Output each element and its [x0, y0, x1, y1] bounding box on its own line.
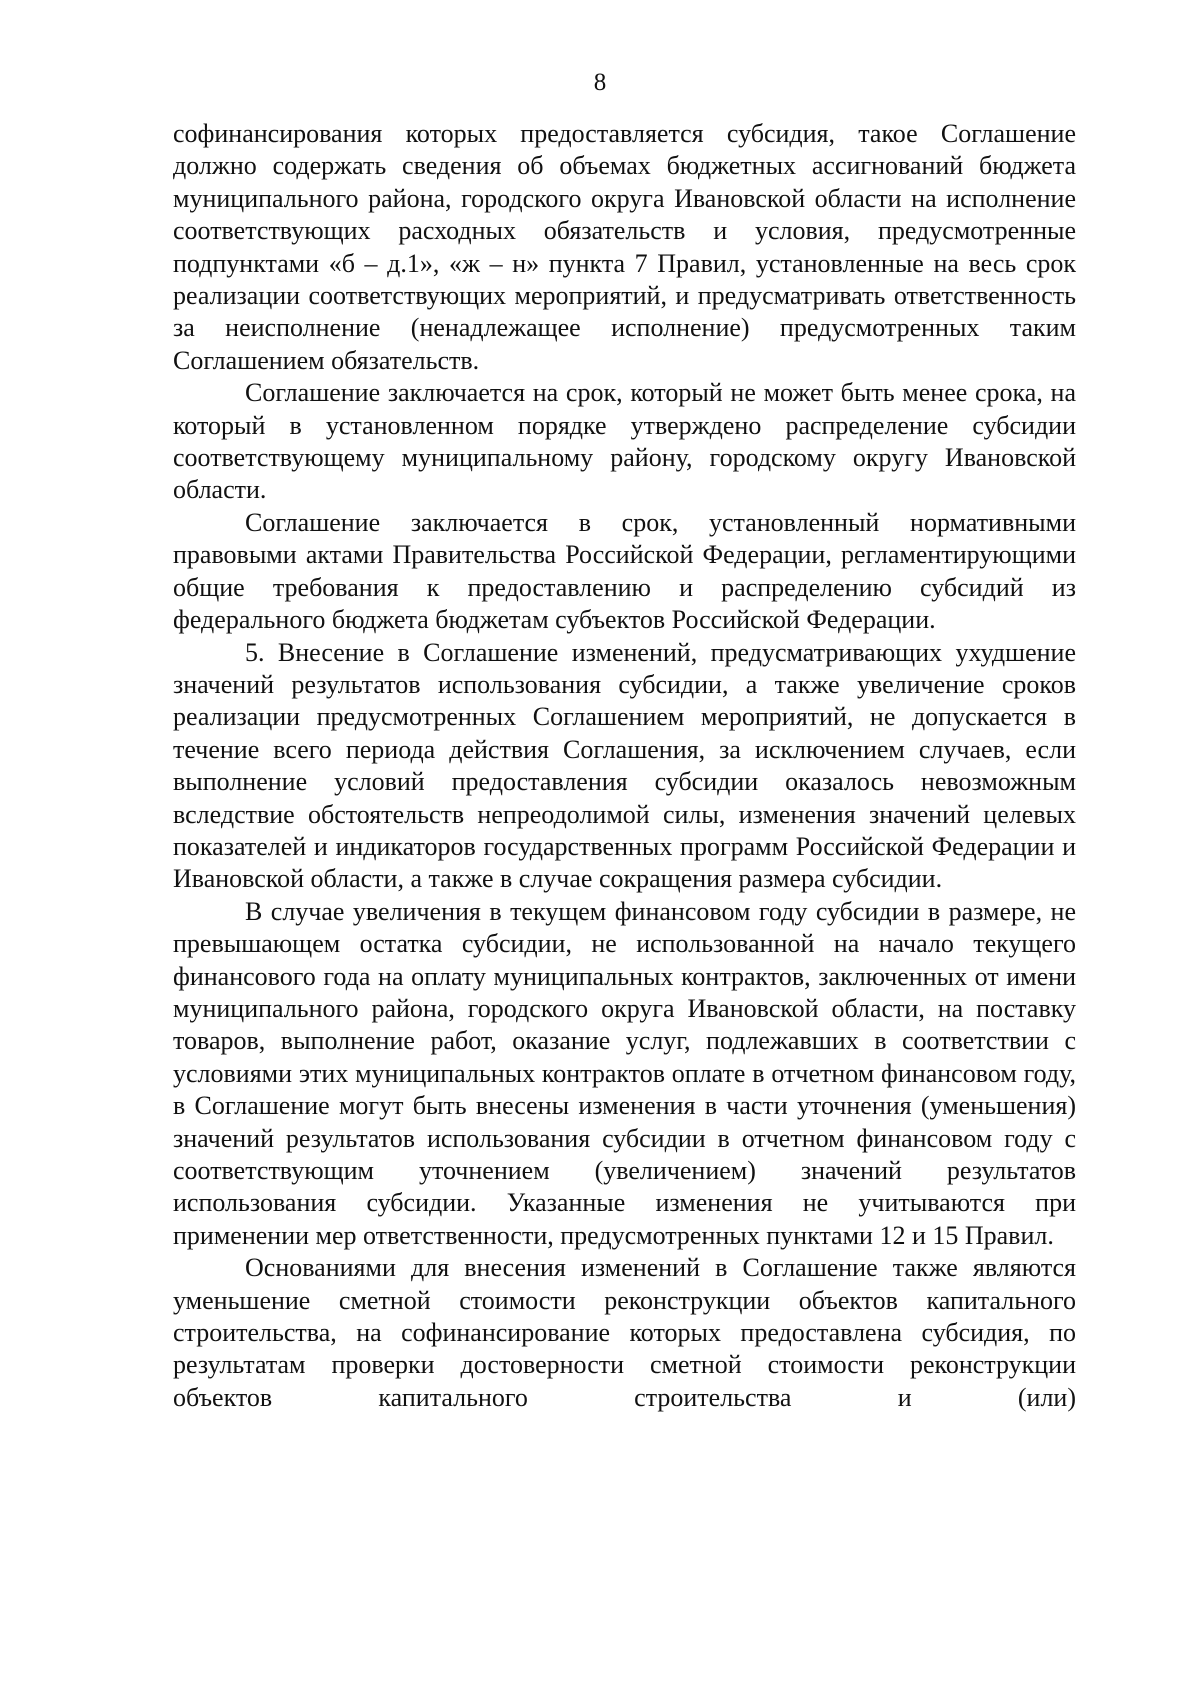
page-number: 8: [593, 69, 607, 96]
paragraph-item-5: 5. Внесение в Соглашение изменений, предусматривающих ухудшение значений результатов использования субсидии, а также увеличение сроков реализации предусмотренных Соглашением мероприятий, не допускается в течение всего периода действия Соглашения, за исключением случаев, если выполнение условий предоставления субсидии оказалось невозможным вследствие обстоятельств непреодолимой силы, изменения значений целевых показателей и индикаторов государственных программ Российской Федерации и Ивановской области, а также в случае сокращения размера субсидии.: [173, 637, 1076, 894]
paragraph-subsidy-increase: В случае увеличения в текущем финансовом году субсидии в размере, не превышающем остатка субсидии, не использованной на начало текущего финансового года на оплату муниципальных контрактов, заключенных от имени муниципального района, городского округа Ивановской области, на поставку товаров, выполнение работ, оказание услуг, подлежавших в соответствии с условиями этих муниципальных контрактов оплате в отчетном финансовом году, в Соглашение могут быть внесены изменения в части уточнения (уменьшения) значений результатов использования субсидии в отчетном финансовом году с соответствующим уточнением (увеличением) значений результатов использования субсидии. Указанные изменения не учитываются при применении мер ответственности, предусмотренных пунктами 12 и 15 Правил.: [173, 896, 1076, 1250]
paragraph-grounds-for-changes: Основаниями для внесения изменений в Соглашение также являются уменьшение сметной стоимости реконструкции объектов капитального строительства, на софинансирование которых предоставлена субсидия, по результатам проверки достоверности сметной стоимости реконструкции объектов капитального строительства и (или): [173, 1253, 1076, 1412]
paragraph-continuation: софинансирования которых предоставляется субсидия, такое Соглашение должно содержать сведения об объемах бюджетных ассигнований бюджета муниципального района, городского округа Ивановской области на исполнение соответствующих расходных обязательств и условия, предусмотренные подпунктами «б – д.1», «ж – н» пункта 7 Правил, установленные на весь срок реализации соответствующих мероприятий, и предусматривать ответственность за неисполнение (ненадлежащее исполнение) предусмотренных таким Соглашением обязательств.: [173, 119, 1076, 375]
paragraph-agreement-deadline: Соглашение заключается в срок, установленный нормативными правовыми актами Правительства Российской Федерации, регламентирующими общие требования к предоставлению и распределению субсидий из федерального бюджета бюджетам субъектов Российской Федерации.: [173, 507, 1076, 635]
paragraph-agreement-term: Соглашение заключается на срок, который не может быть менее срока, на который в установленном порядке утверждено распределение субсидии соответствующему муниципальному району, городскому округу Ивановской области.: [173, 378, 1076, 505]
document-body: [173, 118, 1076, 1414]
